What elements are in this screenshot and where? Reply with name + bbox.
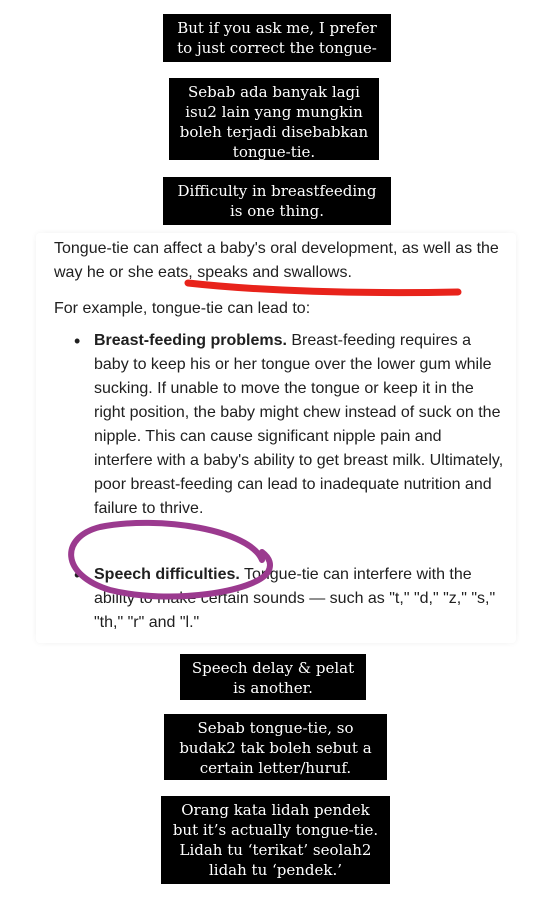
bullet-icon: • xyxy=(74,331,81,351)
story-caption: But if you ask me, I prefer to just correct the tongue-tie. xyxy=(163,14,391,62)
story-caption: Speech delay & pelat is another. xyxy=(180,654,366,700)
list-item-text: Breast-feeding requires a baby to keep his or her tongue over the lower gum while sucking. If unable to move the tongue or keep it in the right position, the baby might chew instead of suck on the nipple. This can cause significant nipple pain and interfere with a baby's ability to get breast milk. Ultimately, poor breast-feeding can lead to inadequate nutrition and failure to thrive. xyxy=(94,332,504,517)
story-caption: Sebab tongue-tie, so budak2 tak boleh sebut a certain letter/huruf. xyxy=(164,714,387,780)
story-caption: Orang kata lidah pendek but it’s actually tongue-tie. Lidah tu ‘terikat’ seolah2 lidah tu ‘pendek.’ xyxy=(161,796,390,884)
story-caption: Difficulty in breastfeeding is one thing. xyxy=(163,177,391,225)
article-screenshot xyxy=(36,233,516,643)
story-caption: Sebab ada banyak lagi isu2 lain yang mungkin boleh terjadi disebabkan tongue-tie. xyxy=(169,78,379,160)
list-item-text: Tongue-tie can interfere with the ability to make certain sounds — such as "t," "d," "z," "s," "th," "r" and "l." xyxy=(94,566,496,631)
list-item xyxy=(74,329,504,521)
list-item-title: Speech difficulties. xyxy=(94,566,240,583)
list-item xyxy=(74,563,504,635)
bullet-icon: • xyxy=(74,565,81,585)
list-item-title: Breast-feeding problems. xyxy=(94,332,287,349)
article-intro: Tongue-tie can affect a baby's oral development, as well as the way he or she eats, speaks and swallows. xyxy=(54,240,499,281)
article-example-line: For example, tongue-tie can lead to: xyxy=(54,300,311,317)
